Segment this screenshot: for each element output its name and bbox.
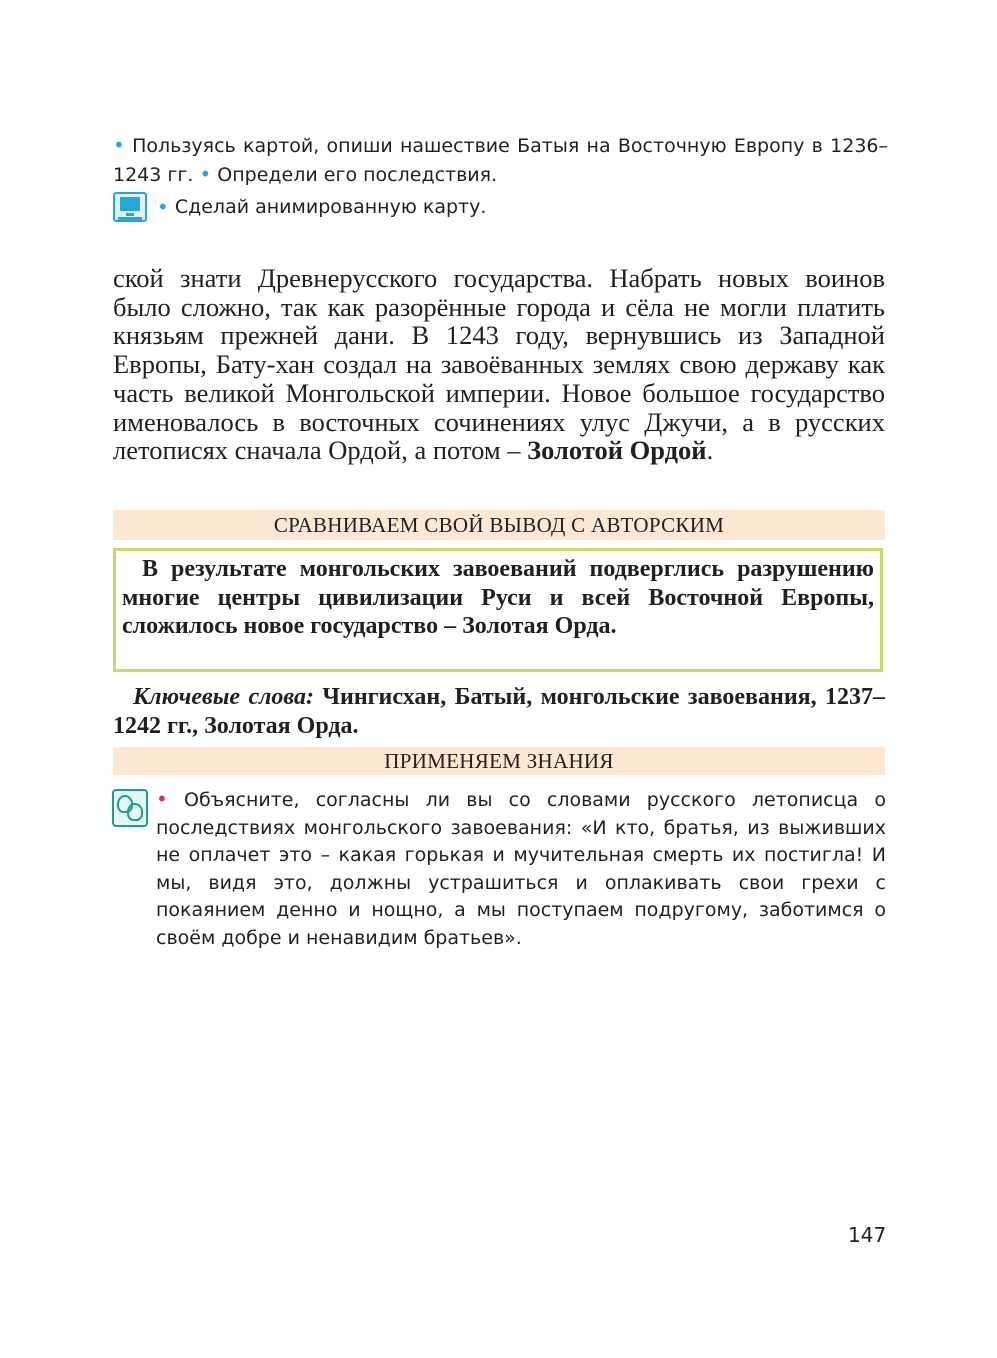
computer-task: [113, 192, 486, 222]
task-text: Пользуясь картой, опиши нашествие Батыя на Восточную Европу в 1236–1243 гг.: [113, 135, 889, 186]
paragraph-text: ской знати Древнерусского государства. Набрать новых воинов было сложно, так как разорённые города и сёла не могли платить князьям прежней дани. В 1243 году, вернувшись из Западной Европы, Бату-хан создал на завоёванных землях свою державу как часть великой Монгольской империи. Новое большое государство именовалось в восточных сочинениях улус Джучи, а в русских летописях сначала Ордой, а потом –: [113, 263, 885, 466]
discussion-task: [156, 786, 886, 952]
conclusion-text: В результате монгольских завоеваний подверглись разрушению многие центры цивилизации Руси и всей Восточной Европы, сложилось новое государство – Золотая Орда.: [122, 556, 874, 639]
map-task: [113, 131, 888, 189]
task-text: Сделай анимированную карту.: [174, 196, 487, 218]
discussion-bullet: •: [156, 787, 168, 811]
bold-term: Золотой Ордой: [527, 435, 707, 466]
page-number: 147: [848, 1223, 887, 1247]
conclusion-box: [113, 548, 883, 672]
task-text: Определи его последствия.: [217, 164, 498, 186]
discussion-text: Объясните, согласны ли вы со словами русского летописца о последствиях монгольского завоевания: «И кто, братья, из выживших не оплачет это – какая горькая и мучительная смерть их постигла! И мы, видя это, должны устрашиться и оплакивать свои грехи с покаянием денно и нощно, а мы поступаем подругому, заботимся о своём добре и ненавидим братьев».: [156, 789, 886, 949]
discussion-icon: [112, 789, 148, 827]
keywords-label: Ключевые слова:: [133, 684, 314, 710]
section-compare-heading: СРАВНИВАЕМ СВОЙ ВЫВОД С АВТОРСКИМ: [113, 510, 885, 540]
keywords-text: Чингисхан, Батый, монгольские завоевания, 1237–1242 гг., Золотая Орда.: [113, 684, 886, 739]
main-paragraph: [113, 264, 885, 465]
task-bullet: •: [199, 162, 212, 186]
section-apply-heading: ПРИМЕНЯЕМ ЗНАНИЯ: [113, 747, 885, 775]
paragraph-end: .: [706, 435, 714, 466]
task-bullet: •: [113, 133, 125, 157]
keywords: [113, 683, 885, 740]
computer-icon: [113, 192, 147, 222]
task-bullet: •: [157, 195, 169, 219]
